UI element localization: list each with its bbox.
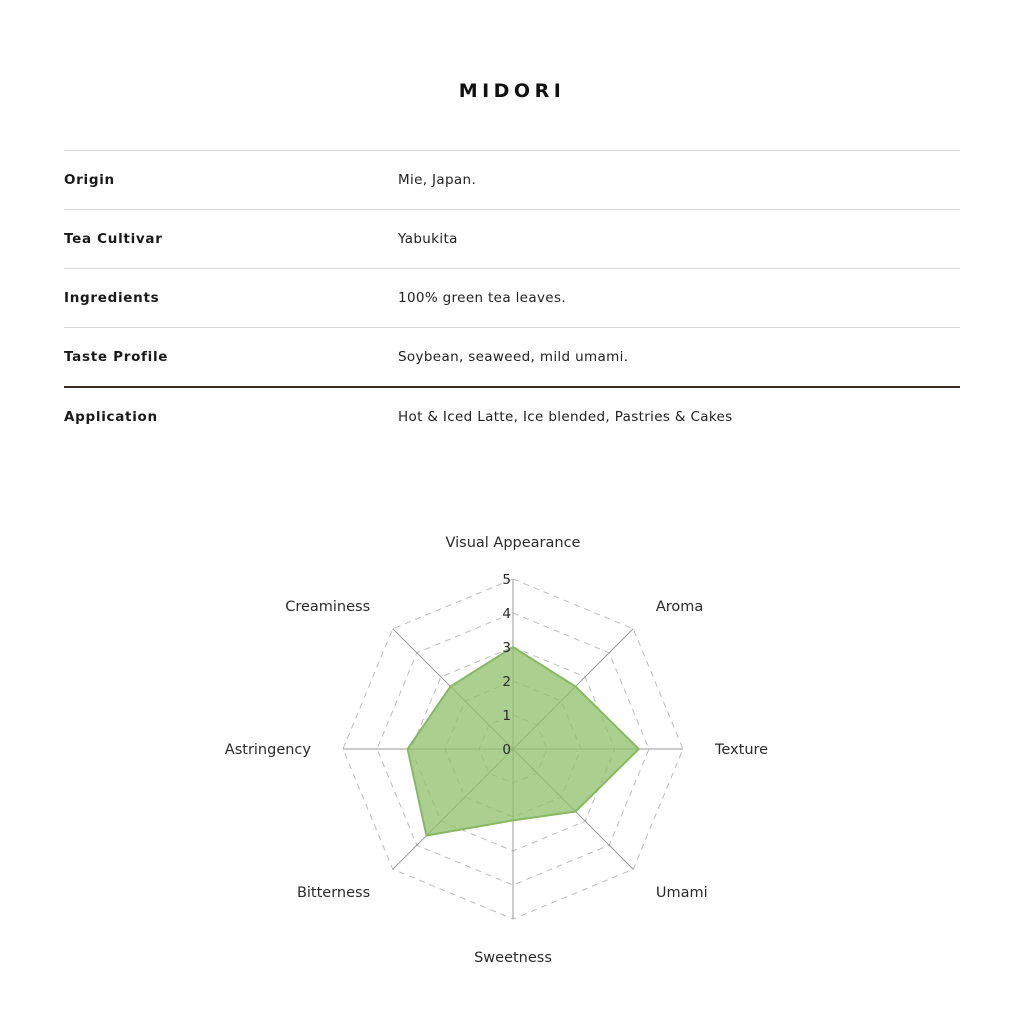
axis-category-label: Texture [715,742,769,758]
radial-tick-label: 2 [502,674,511,690]
spec-value: Mie, Japan. [398,151,960,210]
table-row [64,210,960,269]
axis-category-label: Visual Appearance [445,535,581,551]
axis-category-label: Creaminess [285,599,371,616]
spec-value: Yabukita [398,210,960,269]
page-title: MIDORI [458,80,566,102]
radar-chart [0,520,1024,1000]
axis-category-label: Umami [655,884,708,901]
radial-tick-label: 3 [502,640,511,656]
table-row [64,269,960,328]
axis-category-label: Aroma [655,599,704,616]
spec-label: Origin [64,151,398,210]
radar-chart-svg [0,520,1024,1000]
spec-value: Soybean, seaweed, mild umami. [398,328,960,387]
radial-tick-label: 1 [502,708,511,724]
spec-value: Hot & Iced Latte, Ice blended, Pastries & Cakes [398,387,960,446]
radial-tick-label: 5 [502,572,511,588]
axis-category-label: Sweetness [474,950,552,966]
table-row [64,151,960,210]
spec-table [64,150,960,446]
table-row [64,328,960,387]
spec-label: Ingredients [64,269,398,328]
spec-label: Tea Cultivar [64,210,398,269]
radial-tick-label: 4 [502,606,511,622]
axis-category-label: Bitterness [296,884,371,901]
table-row [64,387,960,446]
spec-label: Application [64,387,398,446]
spec-label: Taste Profile [64,328,398,387]
spec-value: 100% green tea leaves. [398,269,960,328]
series-polygon [408,647,639,836]
radial-tick-label: 0 [502,742,511,758]
axis-category-label: Astringency [224,742,311,758]
